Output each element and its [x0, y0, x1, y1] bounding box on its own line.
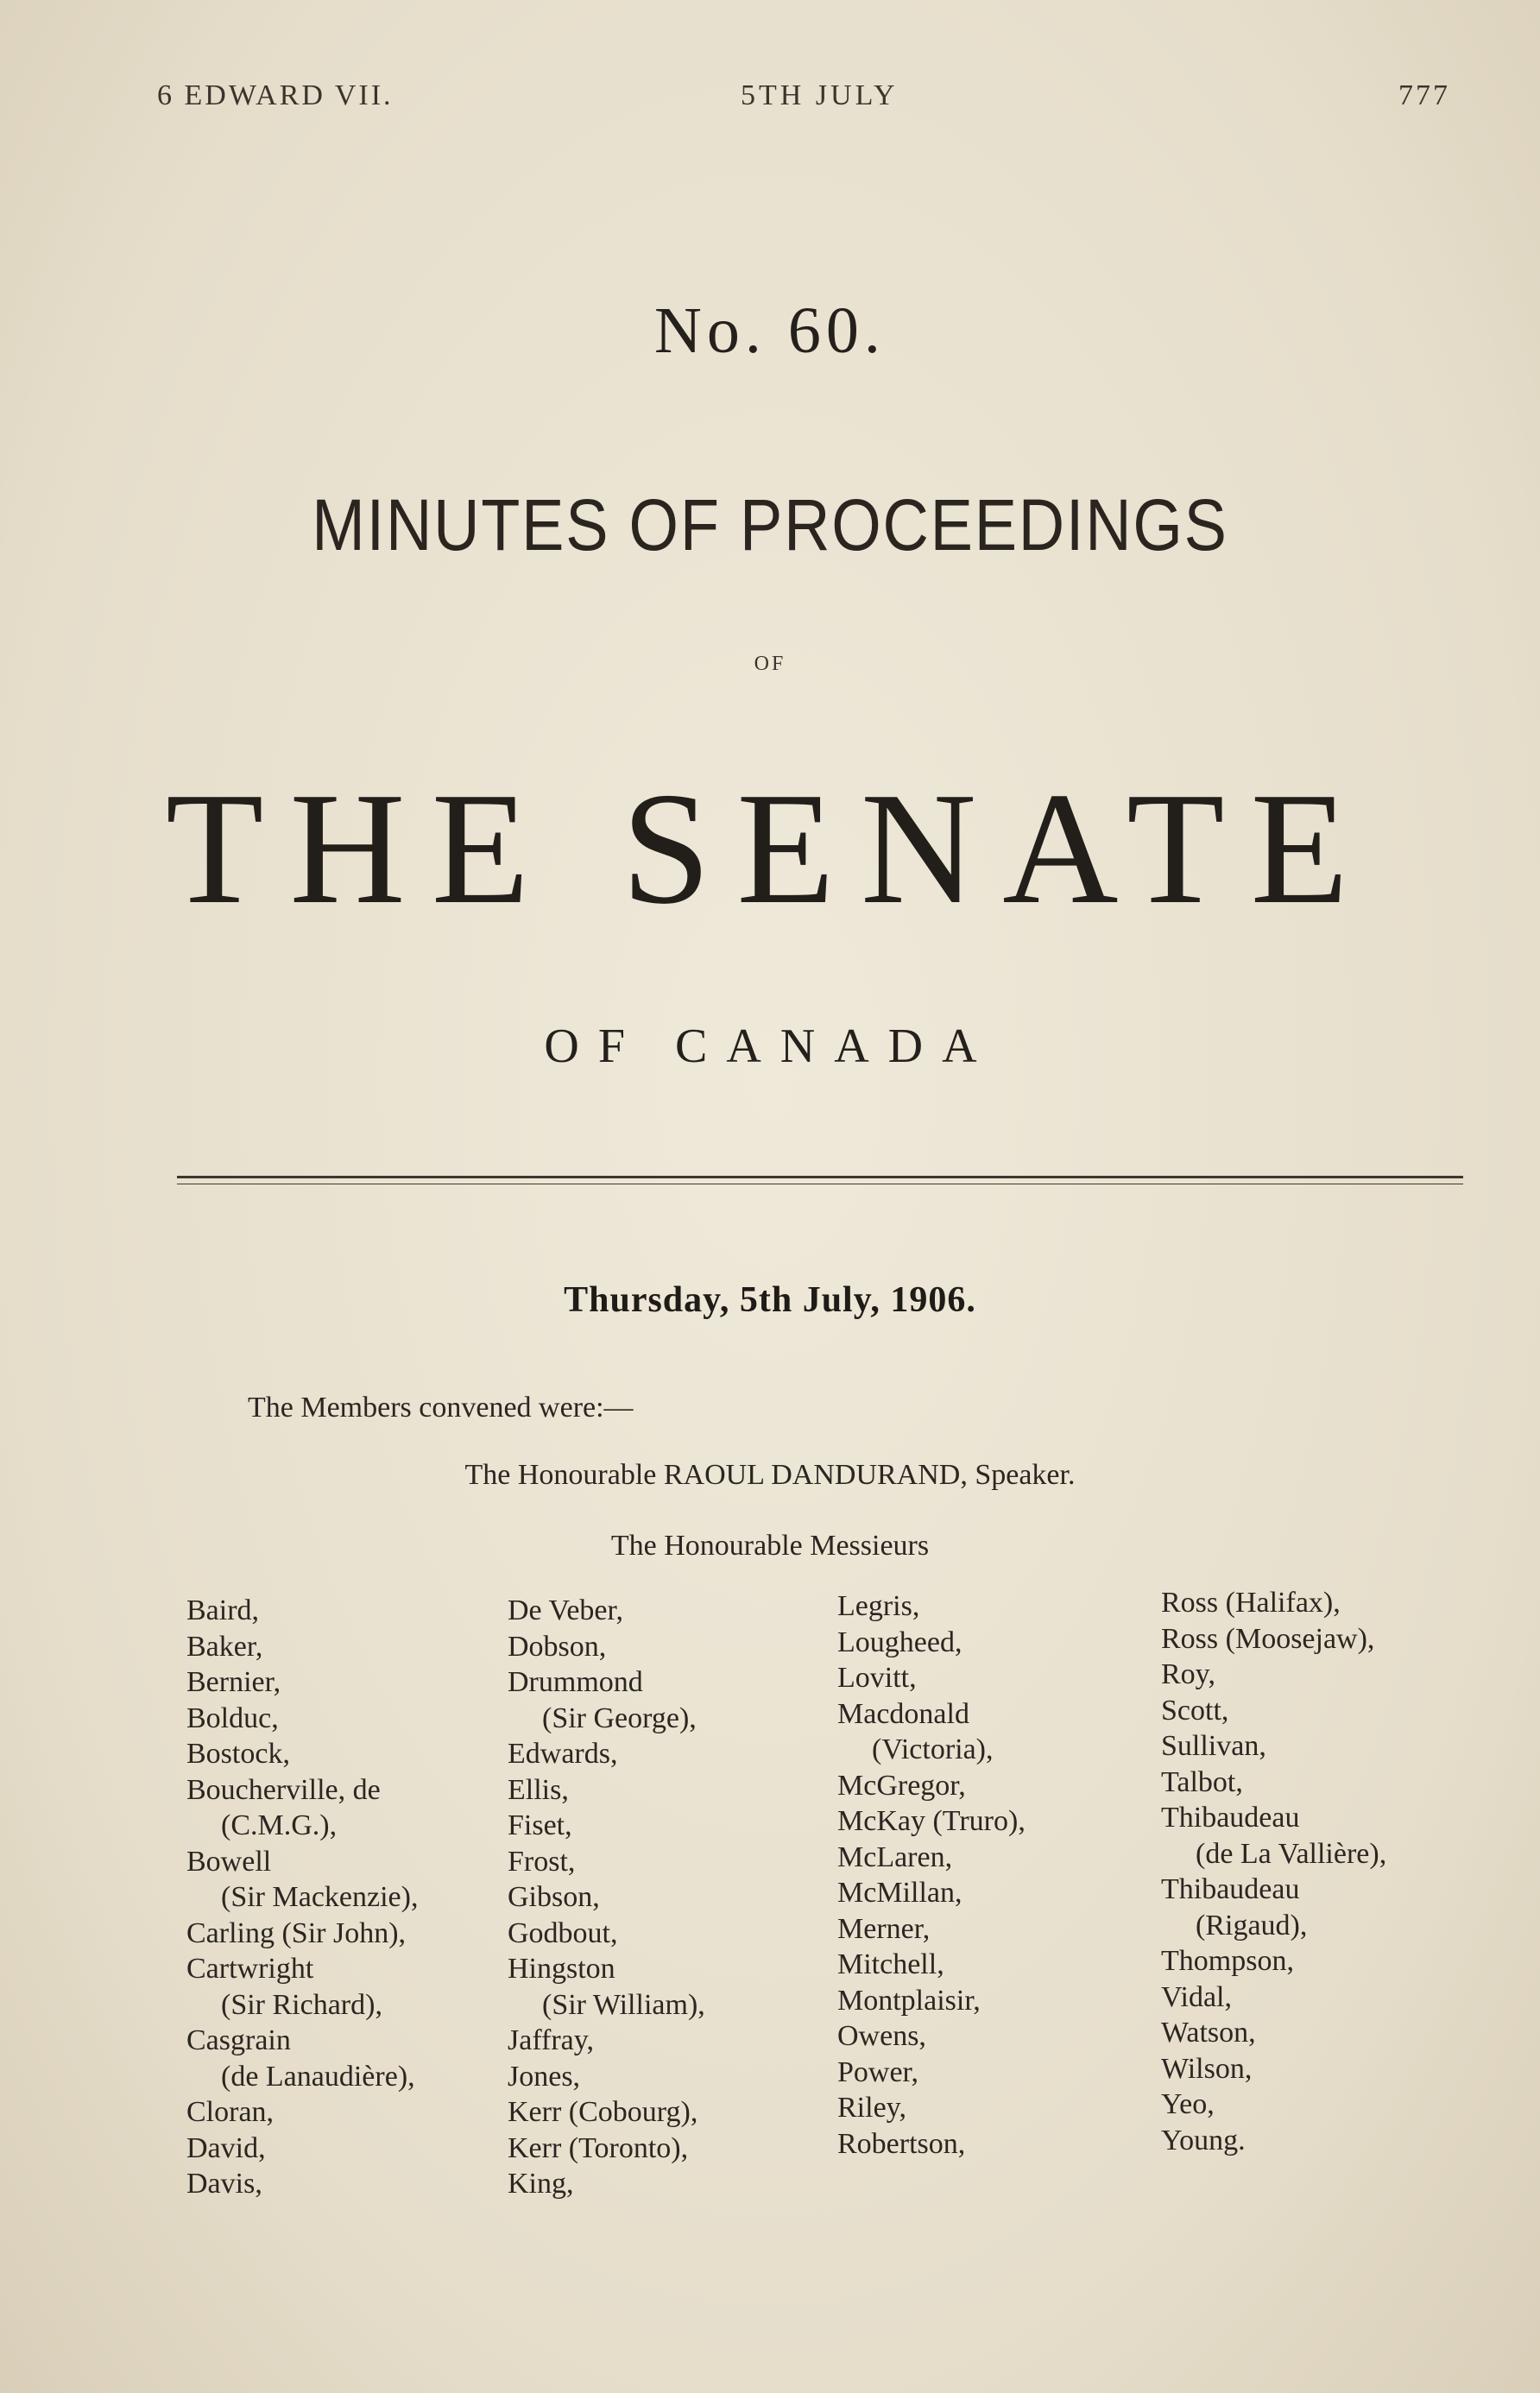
member-name: Kerr (Cobourg),: [508, 2096, 698, 2128]
member-name: Lovitt,: [837, 1662, 917, 1694]
members-column-4: [1161, 1585, 1386, 2158]
convened-text: The Members convened were:—: [248, 1392, 634, 1424]
divider-rule: [177, 1176, 1463, 1178]
member-name: Baker,: [186, 1630, 263, 1663]
member-name-cont: (Sir William),: [542, 1988, 705, 2021]
member-name: Watson,: [1161, 2017, 1256, 2049]
member-name: Roy,: [1161, 1658, 1215, 1690]
member-name: Fiset,: [508, 1809, 572, 1841]
members-column-3: [837, 1588, 1026, 2162]
member-name: Bolduc,: [186, 1702, 279, 1734]
member-name: Bernier,: [186, 1666, 281, 1698]
member-name: Thompson,: [1161, 1945, 1294, 1977]
page-number: 777: [1398, 79, 1450, 111]
header-regnal-year: 6 EDWARD VII.: [157, 79, 394, 111]
member-name: David,: [186, 2131, 266, 2164]
member-name: Talbot,: [1161, 1765, 1243, 1798]
member-name: Carling (Sir John),: [186, 1916, 407, 1949]
member-name: Power,: [837, 2055, 919, 2088]
member-name: Lougheed,: [837, 1626, 962, 1658]
member-name: Montplaisir,: [837, 1984, 981, 2017]
sitting-date: Thursday, 5th July, 1906.: [564, 1280, 976, 1320]
member-name-cont: (Sir Mackenzie),: [221, 1881, 419, 1913]
member-name-cont: (de Lanaudière),: [221, 2060, 415, 2093]
member-name: Macdonald: [837, 1697, 969, 1730]
member-name-cont: (Sir George),: [542, 1702, 697, 1734]
member-name: Bowell: [186, 1845, 272, 1878]
member-name: King,: [508, 2168, 574, 2200]
messieurs-heading: The Honourable Messieurs: [610, 1530, 930, 1562]
member-name: De Veber,: [508, 1594, 623, 1626]
member-name-cont: (Victoria),: [872, 1733, 994, 1765]
member-name: Ross (Halifax),: [1161, 1587, 1341, 1619]
member-name: McMillan,: [837, 1877, 962, 1909]
member-name: Casgrain: [186, 2024, 291, 2056]
member-name: McGregor,: [837, 1769, 966, 1802]
header-date: 5TH JULY: [741, 79, 899, 111]
member-name: Frost,: [508, 1845, 576, 1878]
member-name: Boucherville, de: [186, 1773, 381, 1806]
member-name: Dobson,: [508, 1630, 607, 1663]
title-of: OF: [754, 653, 786, 675]
member-name: Drummond: [508, 1666, 643, 1698]
member-name: Vidal,: [1161, 1980, 1232, 2013]
member-name: Cloran,: [186, 2096, 275, 2128]
member-name: Kerr (Toronto),: [508, 2131, 689, 2164]
title-canada: OF CANADA: [544, 1020, 996, 1073]
member-name-cont: (de La Vallière),: [1196, 1837, 1387, 1870]
member-name: McKay (Truro),: [837, 1805, 1026, 1837]
member-name: Ross (Moosejaw),: [1161, 1622, 1375, 1655]
member-name: Davis,: [186, 2168, 262, 2200]
members-column-2: [508, 1593, 705, 2202]
member-name: Jaffray,: [508, 2024, 595, 2056]
member-name-cont: (C.M.G.),: [221, 1809, 338, 1841]
speaker-line: The Honourable RAOUL DANDURAND, Speaker.: [464, 1459, 1076, 1491]
member-name: Edwards,: [508, 1738, 618, 1770]
title-senate: THE SENATE: [165, 760, 1375, 938]
member-name: Mitchell,: [837, 1948, 944, 1980]
issue-number: No. 60.: [654, 294, 886, 367]
member-name: Robertson,: [837, 2127, 966, 2160]
member-name: Wilson,: [1161, 2052, 1253, 2085]
member-name: Owens,: [837, 2020, 926, 2052]
member-name-cont: (Rigaud),: [1196, 1909, 1308, 1942]
member-name: Legris,: [837, 1590, 920, 1622]
member-name: Gibson,: [508, 1881, 600, 1913]
member-name: Thibaudeau: [1161, 1873, 1300, 1905]
member-name-cont: (Sir Richard),: [221, 1988, 382, 2021]
member-name: Young.: [1161, 2124, 1246, 2156]
member-name: Godbout,: [508, 1916, 618, 1949]
title-minutes: MINUTES OF PROCEEDINGS: [312, 484, 1228, 565]
member-name: Cartwright: [186, 1953, 314, 1985]
member-name: Hingston: [508, 1953, 615, 1985]
member-name: Thibaudeau: [1161, 1802, 1300, 1834]
member-name: Yeo,: [1161, 2088, 1215, 2120]
member-name: Bostock,: [186, 1738, 290, 1770]
member-name: Ellis,: [508, 1773, 569, 1806]
member-name: Baird,: [186, 1594, 260, 1626]
member-name: Riley,: [837, 2092, 906, 2124]
member-name: Sullivan,: [1161, 1730, 1266, 1762]
member-name: Scott,: [1161, 1694, 1229, 1727]
member-name: Merner,: [837, 1912, 931, 1945]
member-name: Jones,: [508, 2060, 581, 2093]
members-column-1: [186, 1593, 418, 2202]
member-name: McLaren,: [837, 1841, 953, 1873]
